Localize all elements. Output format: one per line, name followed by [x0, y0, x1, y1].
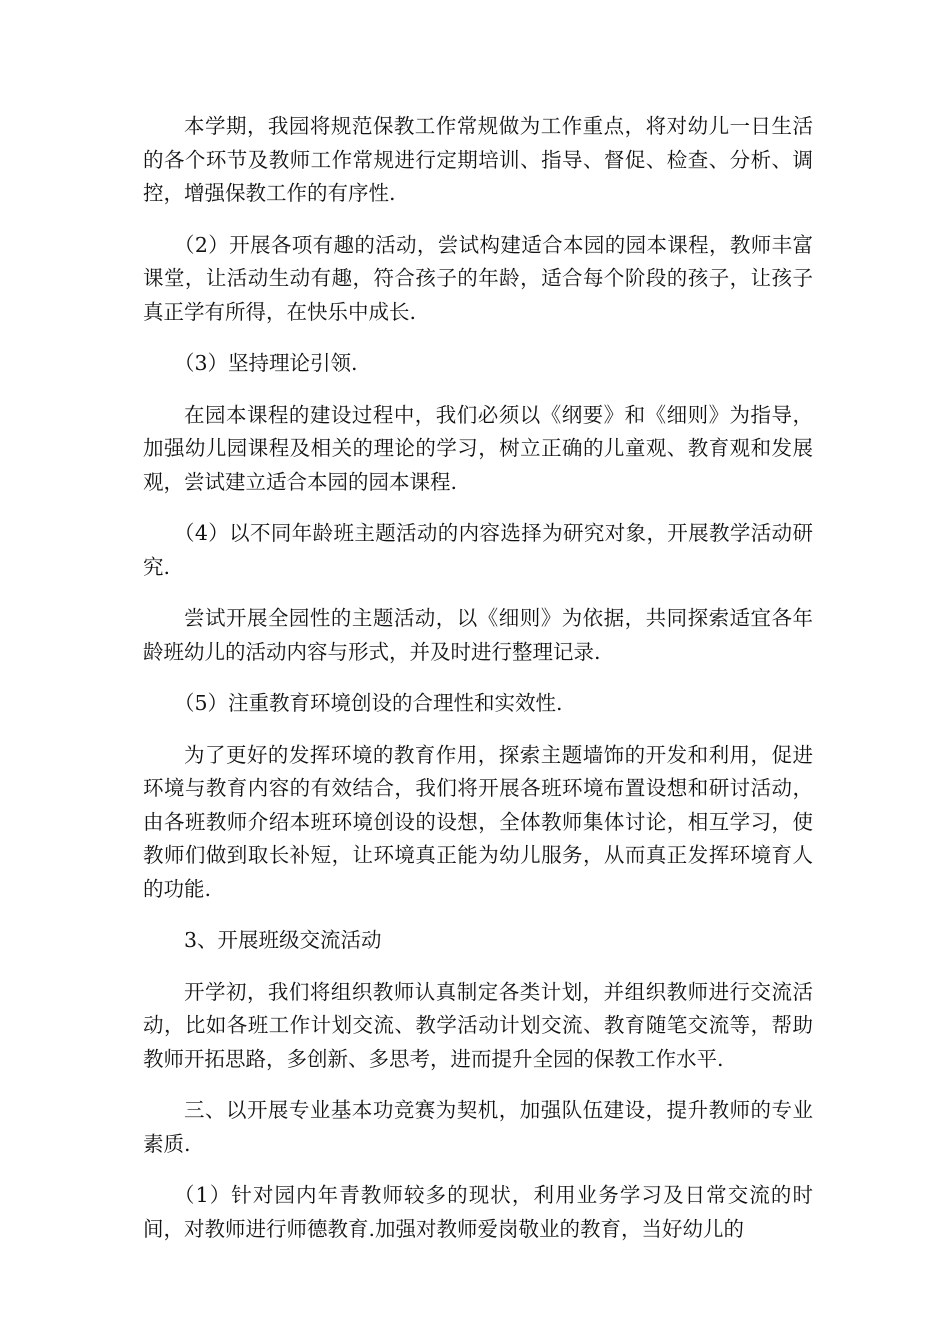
paragraph-theme-activities: 尝试开展全园性的主题活动，以《细则》为依据，共同探索适宜各年龄班幼儿的活动内容与形式，并及时进行整理记录. [143, 606, 813, 664]
document-page [143, 110, 813, 1264]
paragraph-routine-focus: 本学期，我园将规范保教工作常规做为工作重点，将对幼儿一日生活的各个环节及教师工作常规进行定期培训、指导、督促、检查、分析、调控，增强保教工作的有序性. [143, 114, 813, 205]
paragraph-semester-plans: 开学初，我们将组织教师认真制定各类计划，并组织教师进行交流活动，比如各班工作计划交流、教学活动计划交流、教育随笔交流等，帮助教师开拓思路，多创新、多思考，进而提升全园的保教工作水平. [143, 979, 813, 1071]
paragraph-curriculum-building: 在园本课程的建设过程中，我们必须以《纲要》和《细则》为指导，加强幼儿园课程及相关的理论的学习，树立正确的儿童观、教育观和发展观，尝试建立适合本园的园本课程. [143, 402, 813, 494]
paragraph-item-3-theory: （3）坚持理论引领. [174, 351, 358, 375]
paragraph-heading-section-three: 三、以开展专业基本功竞赛为契机，加强队伍建设，提升教师的专业素质. [143, 1098, 813, 1156]
paragraph-item-4-research: （4）以不同年龄班主题活动的内容选择为研究对象，开展教学活动研究. [143, 521, 813, 579]
paragraph-item-2-activities: （2）开展各项有趣的活动，尝试构建适合本园的园本课程，教师丰富课堂，让活动生动有趣，符合孩子的年龄，适合每个阶段的孩子，让孩子真正学有所得，在快乐中成长. [143, 232, 813, 324]
paragraph-heading-class-exchange: 3、开展班级交流活动 [184, 928, 382, 952]
paragraph-item-1-ethics: （1）针对园内年青教师较多的现状，利用业务学习及日常交流的时间，对教师进行师德教育.加强对教师爱岗敬业的教育，当好幼儿的 [143, 1183, 813, 1241]
paragraph-environment-role: 为了更好的发挥环境的教育作用，探索主题墙饰的开发和利用，促进环境与教育内容的有效结合，我们将开展各班环境布置设想和研讨活动，由各班教师介绍本班环境创设的设想，全体教师集体讨论，相互学习，使教师们做到取长补短，让环境真正能为幼儿服务，从而真正发挥环境育人的功能. [143, 742, 813, 901]
paragraph-item-5-environment: （5）注重教育环境创设的合理性和实效性. [174, 691, 563, 715]
